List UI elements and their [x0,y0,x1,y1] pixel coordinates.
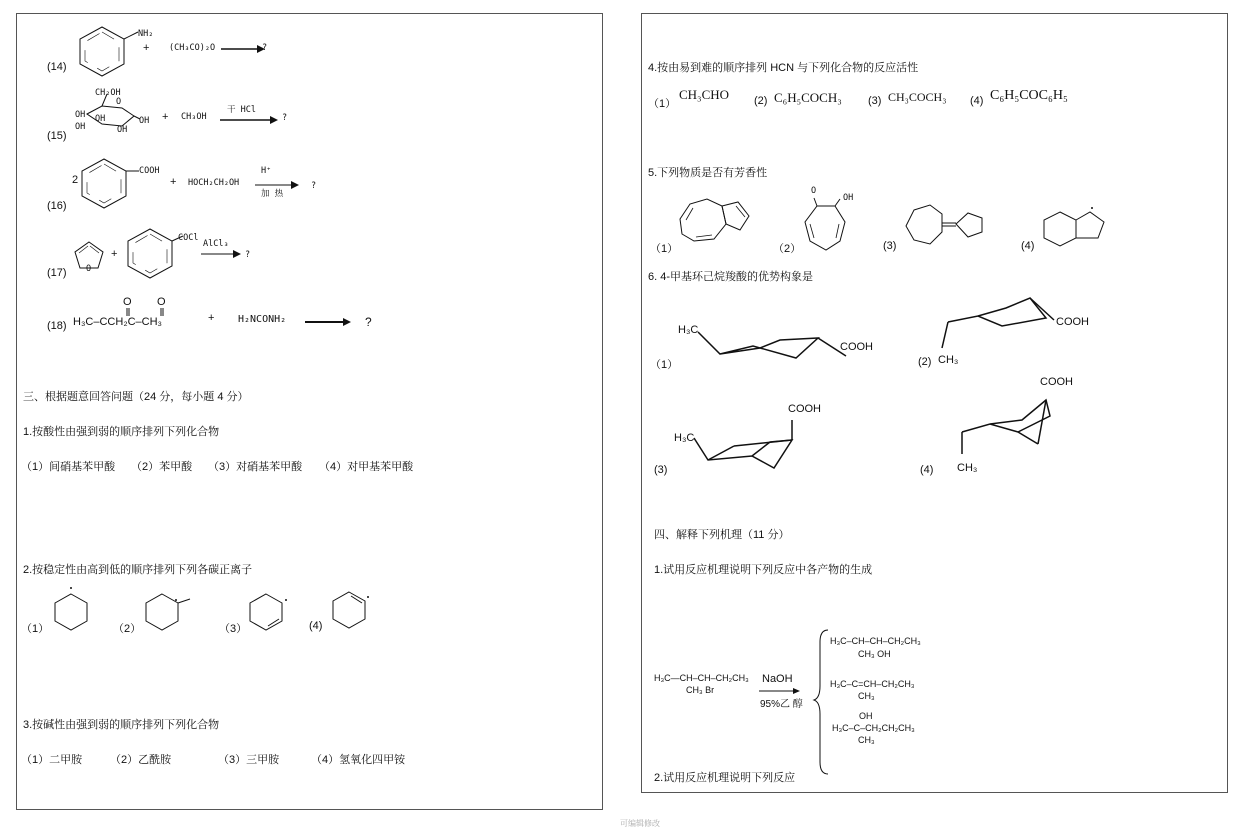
r16-coefficient: 2 [72,174,79,186]
r14-reagent: (CH₃CO)₂O [169,43,216,53]
left-page [16,13,603,810]
q2-label-1: （1） [21,623,50,635]
r17-furan-o: O [86,264,92,274]
r14-number: (14) [47,61,67,73]
r17-arrow [201,249,246,259]
r15-plus: + [162,111,169,123]
q1-item-1: （1）间硝基苯甲酸 [21,461,116,473]
q6-4-cooh: COOH [1040,376,1073,388]
page-footer: 可编辑修改 [620,819,660,828]
allylic-cation-structure [329,582,374,632]
r17-catalyst: AlCl₃ [203,239,229,249]
r16-number: (16) [47,200,67,212]
r16-condition-top: H⁺ [261,166,272,176]
indenyl-structure [1040,204,1120,254]
r15-oh-4: OH [75,122,86,132]
r18-plus: + [208,312,215,324]
benzoic-acid-structure [79,156,159,216]
q3-item-3: （3）三甲胺 [218,754,280,766]
r17-cocl: COCl [178,233,199,243]
cyclohexyl-cation-structure [51,584,96,634]
product-brace [814,628,834,778]
q4-label-2: (2) [754,95,768,107]
m1-product-1-top: H₃C–CH–CH–CH₂CH₃ [830,636,921,646]
q3-item-4: （4）氢氧化四甲铵 [311,754,406,766]
r14-arrow [221,44,266,54]
q4-formula-4: C₆H₅COC₆H₅ [990,88,1068,103]
r18-number: (18) [47,320,67,332]
m1-title: 1.试用反应机理说明下列反应中各产物的生成 [654,564,873,576]
r14-product: ? [262,43,268,53]
q4-formula-2: C₆H₅COCH₃ [774,90,842,105]
chair-conformer-4 [960,392,1080,452]
azulene-structure [672,194,767,254]
m1-product-3-top: OH [859,711,873,721]
q5-label-4: (4) [1021,240,1035,252]
r15-ring-o: O [116,97,122,107]
r17-product: ? [245,250,251,260]
r14-nh2: NH₂ [138,29,154,39]
m1-product-2-top: H₃C–C=CH–CH₂CH₃ [830,679,915,689]
q3-item-1: （1）二甲胺 [21,754,83,766]
r18-product: ? [365,315,372,329]
q5-title: 5.下列物质是否有芳香性 [648,167,768,179]
q5-label-2: （2） [773,243,802,255]
tropolone-structure [792,194,872,259]
cyclohexenyl-cation-structure [246,584,291,634]
r15-number: (15) [47,130,67,142]
r15-arrow [220,115,280,125]
q6-label-3: (3) [654,464,668,476]
r15-reagent: CH₃OH [181,112,207,122]
q4-formula-3: CH₃COCH₃ [888,90,947,104]
r15-product: ? [282,113,288,123]
q4-formula-1: CH₃CHO [679,87,730,102]
q6-3-cooh: COOH [788,403,821,415]
r18-oxygen-2: O [157,296,166,308]
r15-oh-5: OH [117,125,128,135]
q2-title: 2.按稳定性由高到低的顺序排列下列各碳正离子 [23,564,253,576]
q5-oh: OH [843,193,854,203]
m1-reactant-top: H₃C—CH–CH–CH₂CH₃ [654,673,749,683]
r16-condition-bottom: 加 热 [261,189,284,199]
r18-arrow [305,317,353,327]
q6-2-ch3: CH₃ [938,354,959,366]
q4-label-1: （1） [648,98,677,110]
q2-label-2: （2） [113,623,142,635]
q6-3-h3c: H₃C [674,432,695,444]
q5-label-1: （1） [650,243,679,255]
r15-oh-3: OH [139,116,150,126]
r18-reactant: H₃C–CCH₂C–CH₃ [73,316,163,328]
r18-reagent: H₂NCONH₂ [238,314,287,325]
q1-item-2: （2）苯甲酸 [131,461,193,473]
q1-item-3: （3）对硝基苯甲酸 [208,461,303,473]
q5-label-3: (3) [883,240,897,252]
q6-label-4: (4) [920,464,934,476]
m1-solvent: 95%乙 醇 [760,699,803,710]
q2-label-4: (4) [309,620,323,632]
q3-item-2: （2）乙酰胺 [110,754,172,766]
q6-1-cooh: COOH [840,341,873,353]
section-3-title: 三、根据题意回答问题（24 分，每小题 4 分） [23,391,249,403]
q4-label-4: (4) [970,95,984,107]
r16-product: ? [311,181,317,191]
r15-oh-2: OH [95,114,106,124]
m1-product-1-bottom: CH₃ OH [858,649,891,659]
q6-1-h3c: H₃C [678,324,699,336]
chair-conformer-3 [692,416,822,476]
m1-product-3-bottom: CH₃ [858,735,875,745]
q6-title: 6. 4-甲基环己烷羧酸的优势构象是 [648,271,814,283]
m1-reagent: NaOH [762,673,793,685]
r17-plus: + [111,248,118,260]
methylcyclohexyl-cation-structure [142,584,202,634]
r17-number: (17) [47,267,67,279]
q6-label-1: （1） [650,359,679,371]
r16-reagent: HOCH₂CH₂OH [188,178,240,188]
q1-title: 1.按酸性由强到弱的顺序排列下列化合物 [23,426,220,438]
section-4-title: 四、解释下列机理（11 分） [654,529,790,541]
q5-carbonyl-o: O [811,186,817,196]
chair-conformer-1 [698,326,848,376]
right-page [641,13,1228,793]
r16-plus: + [170,176,177,188]
r15-condition: 干 HCl [227,105,256,115]
sesquifulvalene-structure [902,200,1002,255]
q6-label-2: (2) [918,356,932,368]
m1-arrow [759,687,801,695]
q1-item-4: （4）对甲基苯甲酸 [319,461,414,473]
r15-oh-1: OH [75,110,86,120]
q4-label-3: (3) [868,95,882,107]
r15-ch2oh: CH₂OH [95,88,121,98]
q6-4-ch3: CH₃ [957,462,978,474]
q4-title: 4.按由易到难的顺序排列 HCN 与下列化合物的反应活性 [648,62,919,74]
q6-2-cooh: COOH [1056,316,1089,328]
r16-cooh: COOH [139,166,160,176]
m1-product-3-mid: H₃C–C–CH₂CH₂CH₃ [832,723,915,733]
m1-product-2-bottom: CH₃ [858,691,875,701]
r18-oxygen-1: O [123,296,132,308]
benzene-aniline-structure [72,22,172,82]
m1-reactant-bottom: CH₃ Br [686,685,715,695]
q3-title: 3.按碱性由强到弱的顺序排列下列化合物 [23,719,220,731]
m2-title: 2.试用反应机理说明下列反应 [654,772,796,784]
r14-plus: + [143,42,150,54]
q2-label-3: （3） [219,623,248,635]
